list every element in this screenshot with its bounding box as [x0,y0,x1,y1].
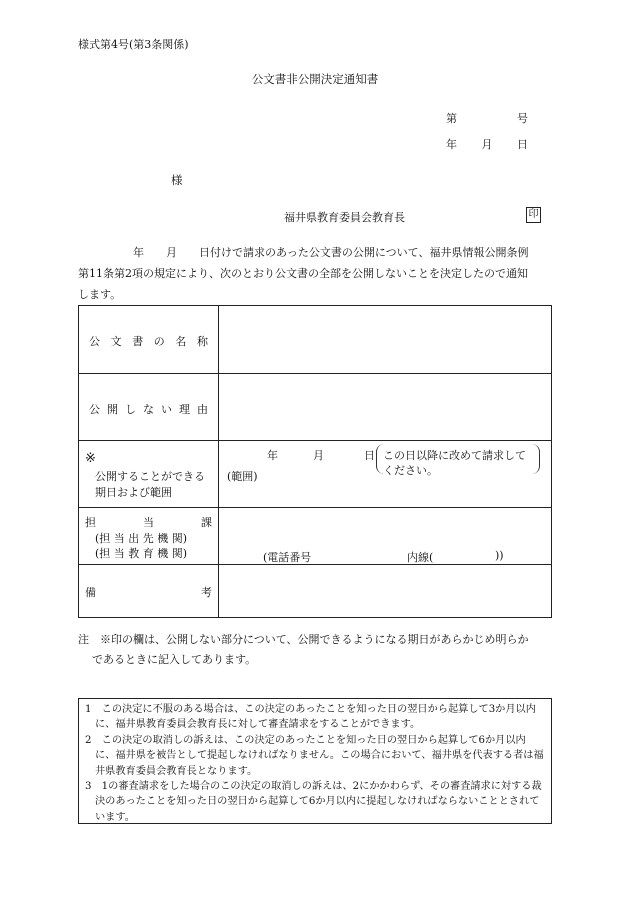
notice-item-2: 2 この決定の取消しの訴えは、この決定のあったことを知った日の翌日から起算して6か月以内に、福井県を被告として提起しなければなりません。この場合において、福井県を代表する者は福井県教育委員会教育長となります。 [85,734,544,777]
row-label [79,565,219,618]
appeal-notice-box [78,698,552,824]
label-document-name: 公 文 書 の 名 称 [89,335,208,348]
bracket-line-2: ください。 [383,464,438,477]
document-date-line [446,136,528,152]
addressee-honorific: 様 [171,173,183,187]
body-line-1: 年 月 日付けで請求のあった公文書の公開について、福井県情報公開条例 [78,246,529,259]
asterisk-mark: ※ [85,451,96,466]
number-suffix: 号 [517,112,528,125]
label-reason: 公 開 し な い 理 由 [89,403,208,416]
date-month: 月 [481,138,493,151]
date-year: 年 [446,138,457,151]
bracket-frame [376,444,540,474]
body-text [78,242,552,305]
seal-mark: 印 [526,207,541,223]
extension-close: )) [495,549,504,562]
date-day: 日 [517,138,528,151]
table-row-reason [79,373,551,441]
label-education-office: (担 当 教 育 機 関) [95,547,188,560]
disclosable-day: 日 [364,449,375,462]
extension-label: 内線( [407,551,434,564]
document-number-line [446,110,528,126]
disclosable-year: 年 [267,449,278,462]
body-line-3: します。 [78,288,122,301]
disclosable-month: 月 [313,449,324,462]
table-row-document-name [79,306,551,373]
body-line-2: 第11条第2項の規定により、次のとおり公文書の全部を公開しないことを決定したので通知 [78,267,528,280]
number-prefix: 第 [446,112,457,125]
notice-item-1: 1 この決定に不服のある場合は、この決定のあったことを知った日の翌日から起算して3か月以内に、福井県教育委員会教育長に対して審査請求をすることができます。 [85,704,536,731]
footnote-line-1: 注 ※印の欄は、公開しない部分について、公開できるようになる期日があらかじめ明らか [78,633,529,646]
disclosable-range: (範囲) [227,470,258,483]
label-department: 担 当 課 [85,516,212,529]
label-disclosable-line1: 公開することができる [95,470,205,483]
issuer-name: 福井県教育委員会教育長 [284,211,405,224]
row-label [79,374,219,441]
document-title: 公文書非公開決定通知書 [251,72,379,86]
label-remarks: 備 考 [85,586,212,599]
label-branch-office: (担 当 出 先 機 関) [95,532,188,545]
table-row-remarks [79,564,551,618]
form-number: 様式第4号(第3条関係) [78,38,189,51]
notice-item-3: 3 1の審査請求をした場合のこの決定の取消しの訴えは、2にかかわらず、その審査請求に対する裁決のあったことを知った日の翌日から起算して6か月以内に提起しなければならないこととされています。 [85,781,542,823]
row-label [79,306,219,373]
footnote-line-2: であるときに記入してあります。 [92,653,257,666]
table-row-department [79,507,551,565]
label-disclosable-line2: 期日および範囲 [95,486,172,499]
row-label [79,441,219,508]
bracket-line-1: この日以降に改めて請求して [383,449,526,462]
row-label [79,508,219,565]
phone-number-label: (電話番号 [263,551,312,564]
footnote [78,630,558,670]
